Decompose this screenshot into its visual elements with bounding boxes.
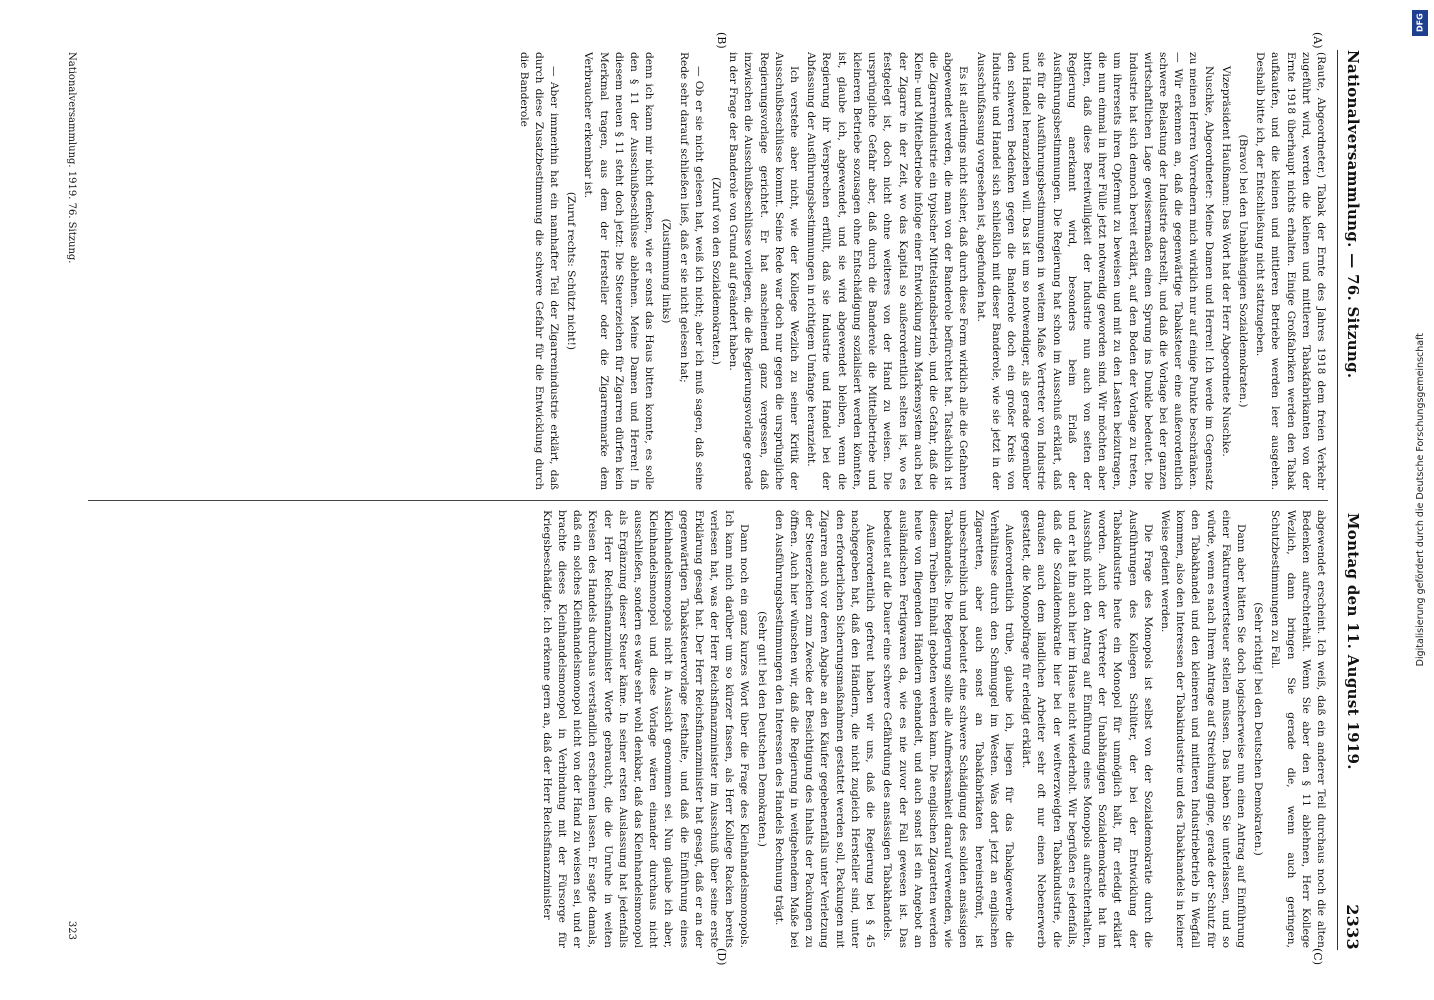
header-date: Montag den 11. August 1919. xyxy=(1344,512,1362,770)
page-footer: Nationalversammlung. 1919. 76. Sitzung. xyxy=(66,52,77,264)
paragraph: Außerordentlich trübe, glaube ich, liegen für das Tabakgewerbe die Verhältnisse durch den Schmuggel im Westen. Was dort jetzt an englischen Zigaretten, aber auch sonst an Tabakfabrikaten hereinströmt, ist unbeschreiblich und bedeutet eine schwere Schädigung des soliden ansässigen Tabakhandels. Die Regierung sollte alle Aufmerksamkeit darauf verwenden, wie diesem Treiben Einhalt geboten werden kann. Die englischen Zigaretten werden heute von fliegenden Händlern gehandelt, und auch sonst ist ein Angebot an ausländischen Fertigwaren da, wie es nie zuvor der Fall gewesen ist. Das bedeutet auf die Dauer eine schwere Gefährdung des ansässigen Tabakhandels. xyxy=(881,510,1015,948)
interjection: (Sehr gut! bei den Deutschen Demokraten.) xyxy=(755,611,768,847)
interjection: (Sehr richtig! bei den Deutschen Demokraten.) xyxy=(1252,602,1265,856)
paragraph: Nuschke, Abgeordneter: Meine Damen und Herren! Ich werde im Gegensatz zu meinen Herren Vorrednern mich wirklich nur auf einige Punkte beschränken. — Wir erkennen an, daß die gegenwärtige Tabaksteuer eine außerordentlich schwere Belastung der Industrie darstellt, und daß die Vorlage bei der ganzen wirtschaftlichen Lage gewissermaßen einen Sprung ins Dunkle bedeutet. Die Industrie hat sich dennoch bereit erklärt, auf den Boden der Vorlage zu treten, um ihrerseits ihren Opfermut zu beweisen und mit zu den Lasten beizutragen, die nun einmal in ihrer Fülle jetzt notwendig geworden sind. Wir möchten aber bitten, daß diese Bereitwilligkeit der Industrie nun auch von seiten der Regierung anerkannt wird, besonders beim Erlaß der Ausführungsbestimmungen. Die Regierung hat schon im Ausschuß erklärt, daß sie für die Ausführungsbestimmungen in weitem Maße Vertreter von Industrie und Handel heranziehen will. Das ist um so notwendiger, als gerade gegenüber den schweren Bedenken gegen die Banderole doch ein großer Kreis von Industrie und Handel sich schließlich mit dieser Banderole, wie sie jetzt in der Ausschußfassung vorgesehen ist, abgefunden hat. xyxy=(974,52,1215,490)
rotated-newspaper-page xyxy=(58,30,1368,970)
paragraph: Dann noch ein ganz kurzes Wort über die Frage des Kleinhandelsmonopols. Ich kann mich darüber um so kürzer fassen, als Herr Kollege Racken bereits verlesen hat, was der Herr Reichsfinanzminister im Ausschuß über seine erste Erklärung gesagt hat. Der Herr Reichsfinanzminister hat gesagt, daß er an der gegenwärtigen Tabaksteuervorlage festhalte, und daß die Einführung eines Kleinhandelsmonopols nicht in Aussicht genommen sei. Nun glaube ich aber, Kleinhandelsmonopol und diese Vorlage wären einander durchaus nicht ausschließen, sondern es wäre sehr wohl denkbar, daß das Kleinhandelsmonopol als Ergänzung dieser Steuer käme. In seiner ersten Auslassung hat jedenfalls der Herr Reichsfinanzminister Worte gebraucht, die die Unruhe in weiten Kreisen des Handels durchaus verständlich erscheinen lassen. Er sagte damals, daß ein solches Kleinhandelsmonopol nicht von der Hand zu weisen sei, und er brachte dieses Kleinhandelsmonopol in Verbindung mit der Fürsorge für Kriegsbeschädigte. Ich erkenne gern an, daß der Herr Reichsfinanzminister xyxy=(540,510,751,948)
paragraph: Es ist allerdings nicht sicher, daß durch diese Form wirklich alle die Gefahren abgewendet werden, die man von der Banderole befürchtet hat. Tatsächlich ist die Zigarrenindustrie ein typischer Mittelstandsbetrieb, und die Gefahr, daß die Klein- und Mittelbetriebe infolge einer Entwicklung zum Markensystem auch bei der Zigarre in der Zeit, wo das Kapital so außerordentlich selten ist, wo es festgelegt ist, doch nicht ohne weiteres von der Hand zu weisen. Die ursprüngliche Gefahr aber, daß durch die Banderole die Mittelbetriebe und kleineren Betriebe sozusagen ohne Entschädigung sozialisiert werden könnten, ist, glaube ich, abgewendet, und sie wird abgewendet bleiben, wenn die Regierung ihr Versprechen erfüllt, daß sie Industrie und Handel bei der Abfassung der Ausführungsbestimmungen in richtigem Umfange heranzieht. xyxy=(805,52,970,490)
paragraph: Die Frage des Monopols ist selbst von der Sozialdemokratie durch die Ausführungen des Kollegen Schlüter, der bei der Entwicklung der Tabakindustrie heute ein Monopol für unmöglich hält, für erledigt erklärt worden. Auch der Vertreter der Unabhängigen Sozialdemokratie hat im Ausschuß nicht den Antrag auf Einführung eines Monopols aufrechterhalten, und er hat ihn auch hier im Hause nicht wiederholt. Wir begrüßen es jedenfalls, daß die Sozialdemokratie hier bei der weitverzweigten Tabakindustrie, die draußen auch dem ländlichen Arbeiter sehr oft nur einen Nebenerwerb gestattet, die Monopolfrage für erledigt erklärt. xyxy=(1020,510,1154,948)
digitization-note xyxy=(1408,10,1432,990)
page-number: 2333 xyxy=(1343,904,1363,950)
interjection: (Zustimmung links) xyxy=(660,218,673,324)
margin-mark-b: (B) xyxy=(715,32,728,49)
page-header xyxy=(1337,50,1368,950)
margin-mark-a: (A) xyxy=(1311,32,1324,49)
right-text-column xyxy=(88,510,1328,948)
paragraph: denn ich kann mir nicht denken, wie er sonst das Haus bitten konnte, es solle den § 11 der Ausschußbeschlüsse ablehnen. Meine Damen und Herren! In diesem neuen § 11 steht doch jetzt: Die Steuerzeichen für Zigarren dürfen kein Merkmal tragen, aus dem der Hersteller oder die Zigarrenmarke dem Verbraucher erkennbar ist. xyxy=(582,52,656,490)
paragraph: Vizepräsident Haußmann: Das Wort hat der Herr Abgeordnete Nuschke. xyxy=(1219,66,1232,457)
margin-mark-d: (D) xyxy=(715,948,728,966)
interjection: (Bravo! bei den Unabhängigen Sozialdemokraten.) xyxy=(1236,134,1249,408)
paragraph: abgewendet erscheint. Ich weiß, daß ein anderer Teil durchaus noch die alten Bedenken aufrechterhält. Wenn Sie aber den § 11 ablehnen, Herr Kollege Wezlich, dann bringen Sie gerade die, wenn auch geringen, Schutzbestimmungen zu Fall. xyxy=(1269,510,1327,948)
paragraph: — Aber immerhin hat ein namhafter Teil der Zigarrenindustrie erklärt, daß durch diese Zusatzbestimmung die schwere Gefahr für die Entwicklung durch die Banderole xyxy=(517,52,561,490)
paragraph: Ich verstehe aber nicht, wie der Kollege Wezlich zu seiner Kritik der Ausschußbeschlüsse kommt. Seine Rede war doch nur gegen die ursprüngliche Regierungsvorlage gerichtet. Er hat anscheinend ganz vergessen, daß inzwischen die Ausschußbeschlüsse vorliegen, die die Regierungsvorlage gerade in der Frage der Banderole von Grund auf geändert haben. xyxy=(727,52,801,490)
paragraph: — Ob er sie nicht gelesen hat, weiß ich nicht; aber ich muß sagen, daß seine Rede sehr darauf schließen ließ, daß er sie nicht gelesen hat; xyxy=(677,52,705,490)
dfg-logo-icon: DFG xyxy=(1412,10,1428,36)
paragraph: Dann aber hätten Sie doch logischerweise nun einen Antrag auf Einführung einer Fakturenwertsteuer stellen müssen. Das haben Sie unterlassen, und so würde, wenn es nach Ihrem Antrage auf Streichung ginge, gerade der Schutz für den Tabakhandel und den kleineren und mittleren Industriebetrieb in Wegfall kommen, also den Interessen der Tabakindustrie und des Tabakhandels in keiner Weise gedient werden. xyxy=(1158,510,1247,948)
paragraph: (Raute, Abgeordneter.) Tabak der Ernte des Jahres 1918 dem freien Verkehr zugeführt wird, werden die kleinen und mittleren Tabakfabrikanten von der Ernte 1918 überhaupt nichts erhalten. Einige Großfabriken werden den Tabak aufkaufen, und die kleinen und mittleren Betriebe werden leer ausgehen. Deshalb bitte ich, der Entschließung nicht stattzugeben. xyxy=(1254,52,1327,490)
sheet-number: 323 xyxy=(66,920,77,940)
interjection: (Zuruf von den Sozialdemokraten.) xyxy=(710,177,723,365)
interjection: (Zuruf rechts: Schützt nicht!) xyxy=(565,191,578,351)
margin-mark-c: (C) xyxy=(1311,948,1324,965)
digitization-credit: Digitalisierung gefördert durch die Deutsche Forschungsgemeinschaft xyxy=(1414,333,1426,667)
column-divider xyxy=(88,500,1328,501)
paragraph: Außerordentlich gefreut haben wir uns, daß die Regierung bei § 45 nachgegeben hat, daß den Händlern, die nicht zugleich Hersteller sind, unter den erforderlichen Sicherungsmaßnahmen gestattet werden soll, Packungen mit Zigarren auch vor deren Abgabe an den Käufer gegebenenfalls unter Verletzung der Steuerzeichen zum Zwecke der Besichtigung des Inhalts der Packungen zu öffnen. Auch hier wünschen wir, daß die Regierung in weitgehendem Maße bei den Ausführungsbestimmungen den Interessen des Handels Rechnung trägt. xyxy=(772,510,877,948)
left-text-column xyxy=(88,52,1328,490)
header-left: Nationalversammlung. — 76. Sitzung. xyxy=(1344,50,1362,379)
